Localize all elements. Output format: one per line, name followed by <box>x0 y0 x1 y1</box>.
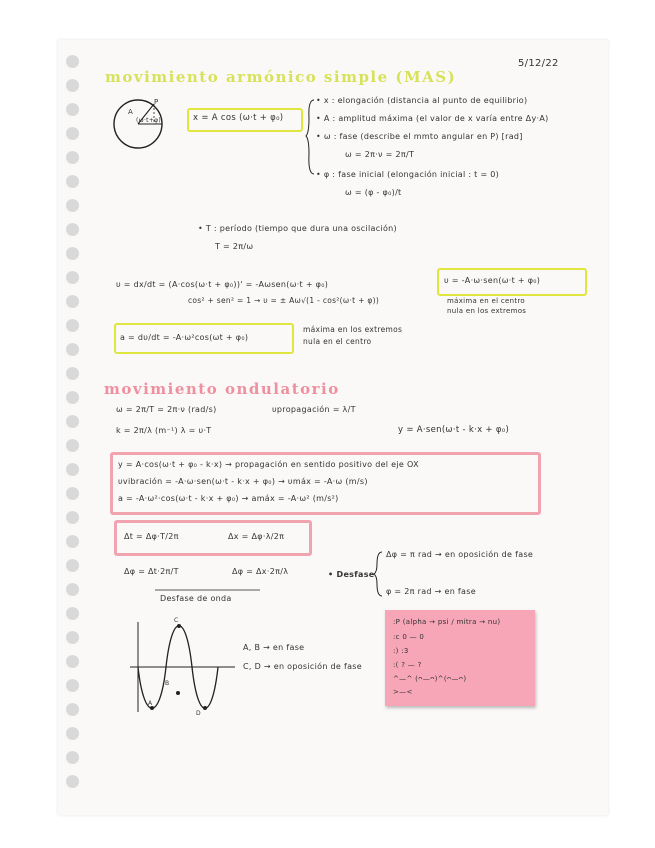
desfase-en-fase: φ = 2π rad → en fase <box>386 587 476 596</box>
binder-hole <box>66 127 79 140</box>
binder-hole <box>66 271 79 284</box>
delta-phi-t: Δφ = Δt·2π/T <box>124 567 179 576</box>
circle-diagram <box>110 98 170 158</box>
binder-hole <box>66 367 79 380</box>
mas-title: movimiento armónico simple (MAS) <box>105 68 457 86</box>
binder-hole <box>66 511 79 524</box>
binder-hole <box>66 55 79 68</box>
binder-hole <box>66 679 79 692</box>
wave-graph <box>130 622 240 717</box>
binder-hole <box>66 199 79 212</box>
velocity-box-formula: υ = -A·ω·sen(ω·t + φ₀) <box>444 276 541 285</box>
graph-label-a: A <box>148 700 153 707</box>
binder-hole <box>66 583 79 596</box>
graph-note-en-fase: A, B → en fase <box>243 643 305 652</box>
accel-note-max: máxima en los extremos <box>303 325 403 334</box>
binder-hole <box>66 295 79 308</box>
delta-t: Δt = Δφ·T/2π <box>124 532 179 541</box>
binder-hole <box>66 439 79 452</box>
circle-label-angle: (ω·t+φ) <box>136 117 162 124</box>
binder-hole <box>66 727 79 740</box>
sticky-line: :c 0 — 0 <box>393 633 425 641</box>
vibration-velocity: υvibración = -A·ω·sen(ω·t - k·x + φ₀) → υmáx = -A·ω (m/s) <box>118 477 368 486</box>
graph-label-d: D <box>196 710 201 717</box>
circle-label-p: P <box>154 98 159 106</box>
date: 5/12/22 <box>518 58 559 69</box>
desfase-brace-icon <box>374 550 384 598</box>
binder-hole <box>66 103 79 116</box>
wave-eq-cos: y = A·cos(ω·t + φ₀ - k·x) → propagación en sentido positivo del eje OX <box>118 460 419 469</box>
binder-hole <box>66 319 79 332</box>
binder-hole <box>66 703 79 716</box>
sticky-line: :( ? — ? <box>393 661 422 669</box>
sticky-line: ^—^ (ᴖ—ᴖ)^(ᴖ—ᴖ) <box>393 675 467 683</box>
binder-hole <box>66 655 79 668</box>
propagation-speed: υpropagación = λ/T <box>272 405 356 414</box>
brace-icon <box>306 98 316 178</box>
graph-label-b: B <box>165 680 170 687</box>
def-omega: ω = 2π·ν = 2π/T <box>345 150 415 159</box>
delta-phi-x: Δφ = Δx·2π/λ <box>232 567 289 576</box>
delta-x: Δx = Δφ·λ/2π <box>228 532 285 541</box>
vibration-accel: a = -A·ω²·cos(ω·t - k·x + φ₀) → amáx = -A·ω² (m/s²) <box>118 494 339 503</box>
wave-equation: y = A·sen(ω·t - k·x + φ₀) <box>398 425 510 435</box>
binder-hole <box>66 175 79 188</box>
def-fase-inicial: • φ : fase inicial (elongación inicial : t = 0) <box>316 170 500 179</box>
binder-hole <box>66 391 79 404</box>
binder-hole <box>66 775 79 788</box>
sticky-line: :) :3 <box>393 647 409 655</box>
velocity-equation: υ = dx/dt = (A·cos(ω·t + φ₀))' = -Aωsen(ω·t + φ₀) <box>116 280 329 289</box>
omega-line: ω = 2π/T = 2π·ν (rad/s) <box>116 405 217 414</box>
binder-hole <box>66 79 79 92</box>
binder-hole <box>66 343 79 356</box>
velocity-note-null: nula en los extremos <box>447 307 527 315</box>
desfase-oposicion: Δφ = π rad → en oposición de fase <box>386 550 534 559</box>
binder-hole <box>66 607 79 620</box>
underline-icon <box>155 588 265 594</box>
sticky-line: :P (alpha → psi / mitra → nu) <box>393 618 501 626</box>
desfase-de-onda: Desfase de onda <box>160 594 232 603</box>
binder-hole <box>66 535 79 548</box>
accel-note-null: nula en el centro <box>303 337 372 346</box>
binder-hole <box>66 559 79 572</box>
sticky-note <box>385 610 535 706</box>
binder-hole <box>66 631 79 644</box>
velocity-substitution: cos² + sen² = 1 → υ = ± Aω√(1 - cos²(ω·t + φ)) <box>188 296 380 305</box>
binder-hole <box>66 487 79 500</box>
binder-hole <box>66 247 79 260</box>
def-omega-phi: ω = (φ - φ₀)/t <box>345 188 402 197</box>
period-def: • T : período (tiempo que dura una oscilación) <box>198 224 397 233</box>
graph-label-c: C <box>174 617 179 624</box>
ondulatorio-title: movimiento ondulatorio <box>104 380 340 398</box>
def-fase: • ω : fase (describe el mmto angular en P) [rad] <box>316 132 523 141</box>
main-formula: x = A cos (ω·t + φ₀) <box>193 113 284 123</box>
desfase-label: • Desfase <box>328 570 375 579</box>
binder-hole <box>66 223 79 236</box>
k-line: k = 2π/λ (m⁻¹) λ = υ·T <box>116 426 212 435</box>
binder-hole <box>66 415 79 428</box>
period-formula: T = 2π/ω <box>215 242 254 251</box>
circle-label-a: A <box>128 108 134 116</box>
accel-formula: a = dυ/dt = -A·ω²cos(ωt + φ₀) <box>120 333 249 342</box>
def-elongacion: • x : elongación (distancia al punto de equilibrio) <box>316 96 528 105</box>
binder-hole <box>66 151 79 164</box>
def-amplitud: • A : amplitud máxima (el valor de x varía entre Δy·A) <box>316 114 549 123</box>
velocity-note-max: máxima en el centro <box>447 297 526 305</box>
graph-note-oposicion: C, D → en oposición de fase <box>243 662 362 671</box>
sticky-line: >—< <box>393 688 413 696</box>
binder-hole <box>66 463 79 476</box>
binder-hole <box>66 751 79 764</box>
